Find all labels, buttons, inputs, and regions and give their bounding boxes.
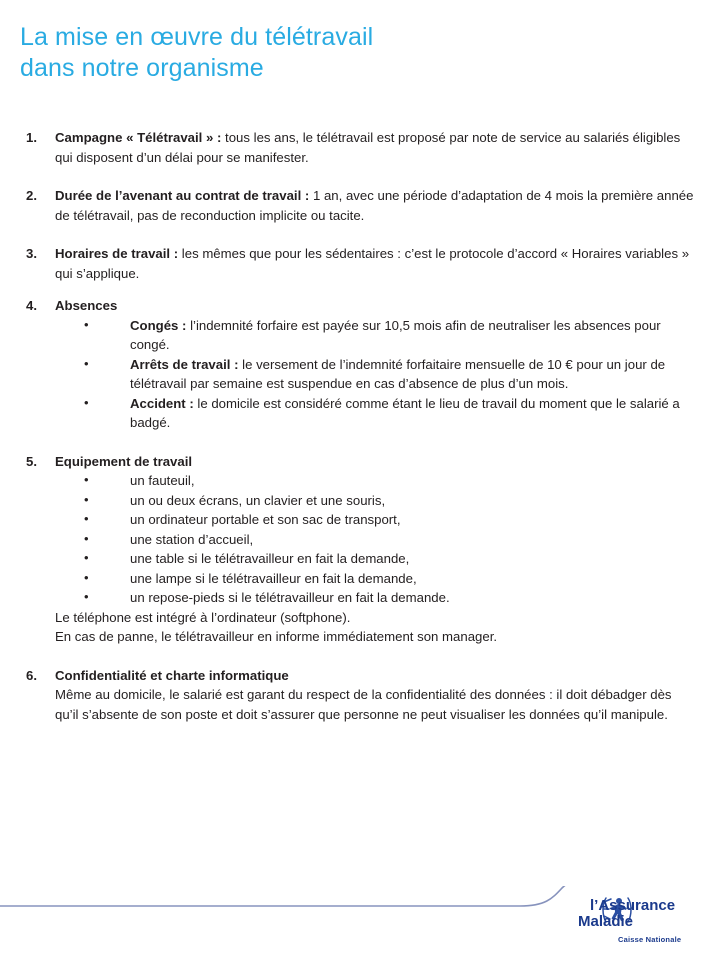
list-item-horaires xyxy=(0,244,720,283)
confidentiality-paragraph: Même au domicile, le salarié est garant du respect de la confidentialité des données : il doit débadger dès qu’il s’absente de son poste et doit s’assurer que personne ne peut visualiser les données qu’il manipule. xyxy=(55,687,672,722)
list-item-lead: Confidentialité et charte informatique xyxy=(55,667,289,683)
list-marker: 5. xyxy=(26,453,37,469)
list-marker: 2. xyxy=(26,188,37,203)
list-item-lead: Campagne « Télétravail » : xyxy=(55,130,222,145)
list-item: • un fauteuil, xyxy=(0,471,720,491)
list-item: • un ou deux écrans, un clavier et une souris, xyxy=(0,491,720,511)
bullet-body: l’indemnité forfaire est payée sur 10,5 mois afin de neutraliser les absences pour congé. xyxy=(130,317,661,352)
equipment-bullet-list xyxy=(0,471,720,608)
list-item-confidentialite xyxy=(0,666,720,686)
bullet-lead: Accident : xyxy=(130,395,194,411)
spacer xyxy=(0,225,720,244)
list-item-equipement xyxy=(0,452,720,472)
list-marker: 3. xyxy=(26,246,37,261)
list-item: • une station d’accueil, xyxy=(0,530,720,550)
list-item-text xyxy=(55,244,698,283)
equipment-note-breakdown: En cas de panne, le télétravailleur en informe immédiatement son manager. xyxy=(55,629,498,644)
list-item-text xyxy=(55,186,698,225)
logo-subtitle: Caisse Nationale xyxy=(618,935,682,944)
spacer xyxy=(0,167,720,186)
page-title xyxy=(20,22,640,84)
absences-bullet-list xyxy=(0,316,720,433)
list-item-campagne xyxy=(0,128,720,167)
list-item-lead: Durée de l’avenant au contrat de travail : xyxy=(55,188,310,203)
document-body xyxy=(0,128,720,724)
list-item-body: 1 an, avec une période d’adaptation de 4 mois la première année de télétravail, pas de reconduction implicite ou tacite. xyxy=(55,188,694,223)
list-item-lead: Absences xyxy=(55,298,118,313)
list-item-lead: Equipement de travail xyxy=(55,453,193,469)
bullet-body: le versement de l’indemnité forfaitaire mensuelle de 10 € pour un jour de télétravail par semaine est suspendue en cas d’absence de plus d’un mois. xyxy=(130,356,666,391)
list-item-absences xyxy=(0,296,720,316)
spacer xyxy=(0,283,720,296)
bullet-body: le domicile est considéré comme étant le lieu de travail du moment que le salarié a badgé. xyxy=(130,395,680,430)
page-title-line-1: La mise en œuvre du télétravail xyxy=(20,23,374,51)
list-item: • un repose-pieds si le télétravailleur en fait la demande. xyxy=(0,588,720,608)
list-item xyxy=(0,316,720,355)
spacer xyxy=(0,647,720,666)
bullet-lead: Congés : xyxy=(130,317,187,333)
list-item-text xyxy=(55,452,698,472)
page-title-line-2: dans notre organisme xyxy=(20,54,264,82)
list-item-text xyxy=(55,128,698,167)
list-marker: 4. xyxy=(26,298,37,313)
logo-text-line-1: l’Assurance xyxy=(590,897,676,914)
list-marker: 1. xyxy=(26,130,37,145)
list-item xyxy=(0,394,720,433)
list-item-duree-avenant xyxy=(0,186,720,225)
list-item-body: tous les ans, le télétravail est proposé par note de service au salariés éligibles qui disposent d’un délai pour se manifester. xyxy=(55,130,681,165)
equipment-note-phone: Le téléphone est intégré à l’ordinateur (softphone). xyxy=(55,609,351,625)
list-item: • un ordinateur portable et son sac de transport, xyxy=(0,510,720,530)
bullet-lead: Arrêts de travail : xyxy=(130,356,239,372)
list-item-body: les mêmes que pour les sédentaires : c’est le protocole d’accord « Horaires variables » qui s’applique. xyxy=(55,246,690,281)
list-item xyxy=(0,355,720,394)
list-item-lead: Horaires de travail : xyxy=(55,246,179,261)
list-marker: 6. xyxy=(26,667,37,683)
spacer xyxy=(0,433,720,452)
list-item: • une table si le télétravailleur en fait la demande, xyxy=(0,549,720,569)
list-item: • une lampe si le télétravailleur en fait la demande, xyxy=(0,569,720,589)
logo-text-line-2: Maladie xyxy=(578,913,634,930)
list-item-text xyxy=(55,296,698,316)
logo-assurance-maladie xyxy=(556,893,706,955)
list-item-text xyxy=(55,666,698,686)
